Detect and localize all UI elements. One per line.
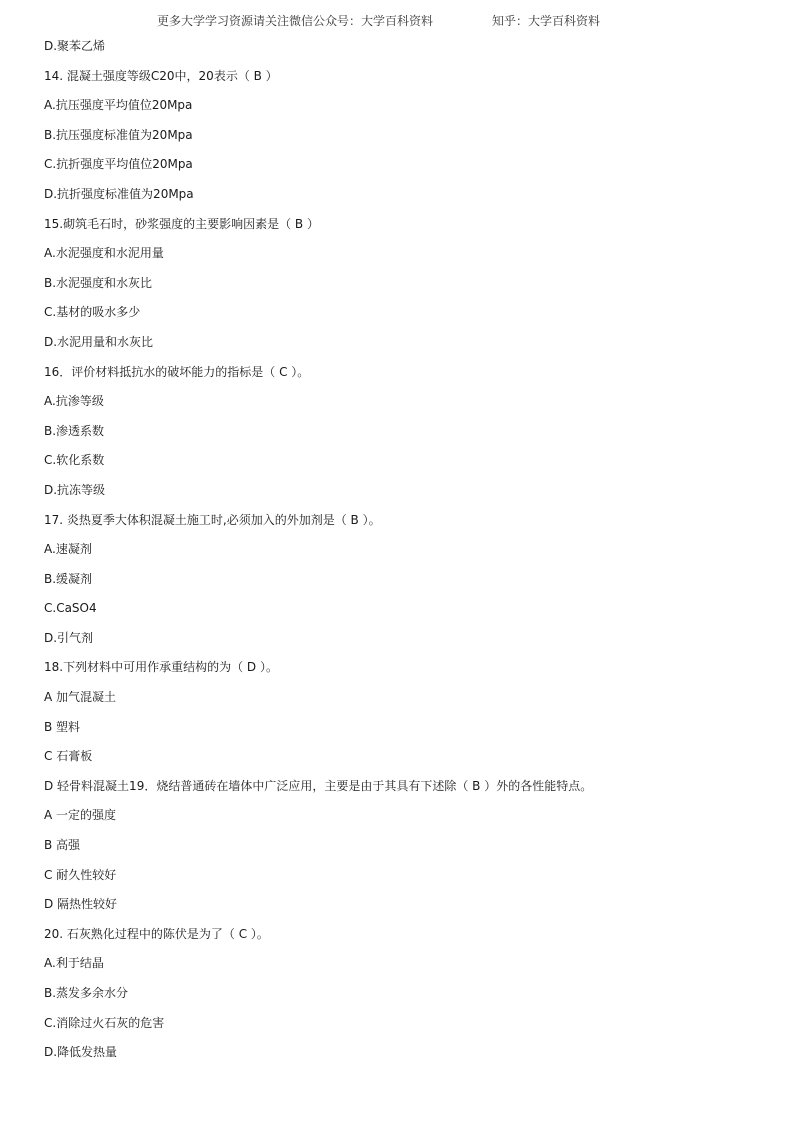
option-14-b: B.抗压强度标准值为20Mpa: [44, 127, 193, 142]
option-20-d: D.降低发热量: [44, 1045, 118, 1060]
header-zhihu-notice: 知乎：大学百科资料: [492, 14, 601, 28]
question-15: 15.砌筑毛石时，砂浆强度的主要影响因素是（ B ）: [44, 216, 319, 231]
option-15-b: B.水泥强度和水灰比: [44, 275, 153, 290]
document-body: [44, 36, 764, 1072]
option-20-c: C.消除过火石灰的危害: [44, 1015, 165, 1030]
option-15-a: A.水泥强度和水泥用量: [44, 246, 164, 261]
option-16-b: B.渗透系数: [44, 423, 105, 438]
option-19-d: D 隔热性较好: [44, 897, 118, 912]
option-19-c: C 耐久性较好: [44, 867, 117, 882]
option-18-a: A 加气混凝土: [44, 690, 117, 705]
option-19-a: A 一定的强度: [44, 808, 117, 823]
option-17-a: A.速凝剂: [44, 542, 92, 557]
option-18-b: B 塑料: [44, 719, 81, 734]
option-18-c: C 石膏板: [44, 749, 93, 764]
option-16-d: D.抗冻等级: [44, 482, 106, 497]
option-19-b: B 高强: [44, 838, 81, 853]
option-20-b: B.蒸发多余水分: [44, 986, 129, 1000]
option-15-d: D.水泥用量和水灰比: [44, 334, 154, 349]
question-17: 17. 炎热夏季大体积混凝土施工时,必须加入的外加剂是（ B ）。: [44, 512, 381, 527]
option-18-d-question-19: D 轻骨料混凝土19．烧结普通砖在墙体中广泛应用，主要是由于其具有下述除（ B ）外的各性能特点。: [44, 778, 593, 793]
option-17-d: D.引气剂: [44, 630, 94, 645]
option-16-c: C.软化系数: [44, 453, 105, 468]
option-17-b: B.缓凝剂: [44, 571, 93, 586]
question-16: 16．评价材料抵抗水的破坏能力的指标是（ C ）。: [44, 364, 310, 379]
option-13-d: D.聚苯乙烯: [44, 39, 106, 53]
option-17-c: C.CaSO4: [44, 601, 97, 616]
question-18: 18.下列材料中可用作承重结构的为（ D ）。: [44, 660, 278, 675]
question-14: 14. 混凝土强度等级C20中，20表示（ B ）: [44, 68, 278, 83]
question-20: 20. 石灰熟化过程中的陈伏是为了（ C ）。: [44, 926, 269, 941]
option-20-a: A.利于结晶: [44, 956, 104, 971]
option-14-d: D.抗折强度标准值为20Mpa: [44, 186, 194, 201]
option-14-c: C.抗折强度平均值位20Mpa: [44, 157, 193, 172]
option-14-a: A.抗压强度平均值位20Mpa: [44, 98, 193, 113]
header-wechat-notice: 更多大学学习资源请关注微信公众号：大学百科资料: [157, 14, 434, 28]
option-16-a: A.抗渗等级: [44, 394, 104, 409]
option-15-c: C.基材的吸水多少: [44, 305, 141, 320]
page-header: [0, 10, 793, 30]
